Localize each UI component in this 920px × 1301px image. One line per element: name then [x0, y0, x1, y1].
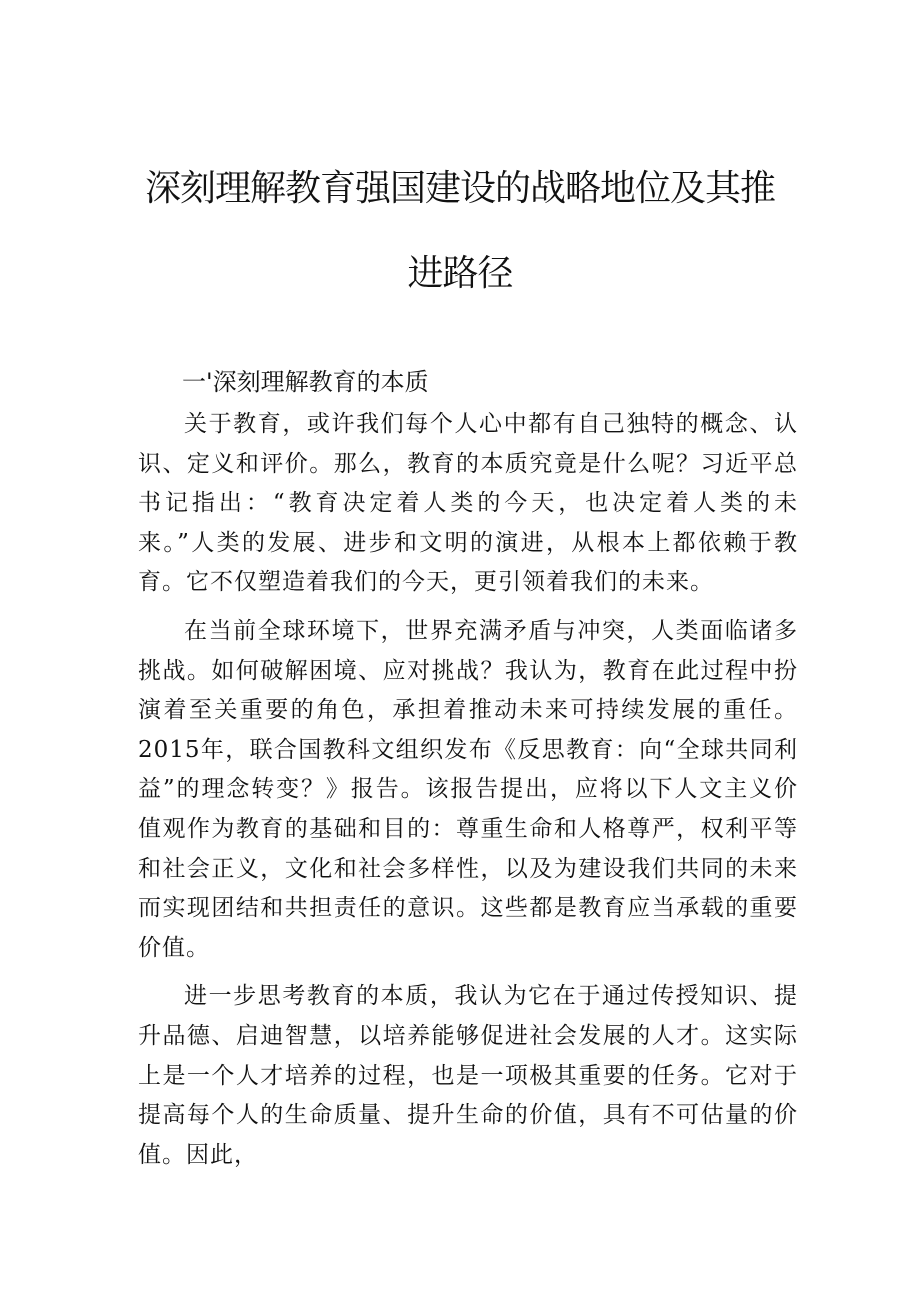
document-body	[138, 405, 798, 1184]
paragraph: 在当前全球环境下，世界充满矛盾与冲突，人类面临诸多挑战。如何破解困境、应对挑战？我认为，教育在此过程中扮演着至关重要的角色，承担着推动未来可持续发展的重任。2015年，联合国教科文组织发布《反思教育：向“全球共同利益”的理念转变？》报告。该报告提出，应将以下人文主义价值观作为教育的基础和目的：尊重生命和人格尊严，权利平等和社会正义，文化和社会多样性，以及为建设我们共同的未来而实现团结和共担责任的意识。这些都是教育应当承载的重要价值。	[138, 617, 798, 961]
paragraph: 进一步思考教育的本质，我认为它在于通过传授知识、提升品德、启迪智慧，以培养能够促进社会发展的人才。这实际上是一个人才培养的过程，也是一项极其重要的任务。它对于提高每个人的生命质量、提升生命的价值，具有不可估量的价值。因此，	[138, 983, 798, 1168]
section-heading: 一'深刻理解教育的本质	[182, 368, 429, 396]
document-title-line-2: 进路径	[407, 253, 513, 294]
document-title-line-1: 深刻理解教育强国建设的战略地位及其推	[144, 168, 775, 209]
paragraph: 关于教育，或许我们每个人心中都有自己独特的概念、认识、定义和评价。那么，教育的本质究竟是什么呢？习近平总书记指出：“教育决定着人类的今天，也决定着人类的未来。”人类的发展、进步和文明的演进，从根本上都依赖于教育。它不仅塑造着我们的今天，更引领着我们的未来。	[138, 411, 798, 596]
